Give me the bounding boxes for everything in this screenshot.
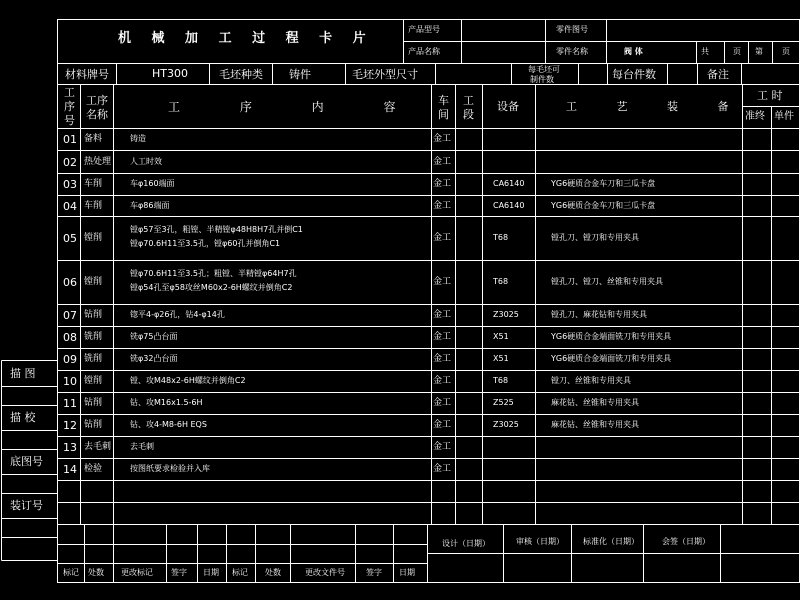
review-label: 审核（日期） xyxy=(516,537,564,546)
op-name: 铣削 xyxy=(84,354,103,364)
op-no: 04 xyxy=(63,200,77,213)
sign-label-2: 签字 xyxy=(366,568,382,577)
op-no: 02 xyxy=(63,156,77,169)
op-content-line1: 镗φ57至3孔，粗镗、半精镗φ48H8H7孔并倒C1 xyxy=(130,225,303,234)
binding-no-label: 装订号 xyxy=(10,499,43,512)
standardize-label: 标准化（日期） xyxy=(583,537,639,546)
col-op-name-1: 工序 xyxy=(86,94,108,107)
col-workshop-2: 间 xyxy=(438,108,449,121)
op-content: 钻、攻4-M8-6H EQS xyxy=(130,420,207,429)
op-no: 06 xyxy=(63,276,77,289)
op-name: 热处理 xyxy=(84,157,112,167)
traced-label: 描 图 xyxy=(10,367,36,380)
col-section-1: 工 xyxy=(463,94,474,107)
op-equipment: Z3025 xyxy=(493,420,519,429)
op-content: 车φ160端面 xyxy=(130,179,175,188)
op-name: 钻削 xyxy=(84,398,103,408)
blanks-per-label-2: 制件数 xyxy=(530,75,554,84)
op-no: 12 xyxy=(63,419,77,432)
op-workshop: 金工 xyxy=(433,157,452,167)
op-no: 05 xyxy=(63,232,77,245)
card-title: 机 械 加 工 过 程 卡 片 xyxy=(118,31,374,46)
col-seq-no-2: 序 xyxy=(64,100,75,113)
op-no: 07 xyxy=(63,309,77,322)
col-seq-no-1: 工 xyxy=(64,86,75,99)
op-name: 镗削 xyxy=(84,233,103,243)
op-name: 备料 xyxy=(84,134,103,144)
part-name-value: 阀 体 xyxy=(624,47,643,56)
col-seq-no-3: 号 xyxy=(64,114,75,127)
date-label-2: 日期 xyxy=(399,568,415,577)
op-tooling: 镗刀、丝锥和专用夹具 xyxy=(551,376,631,385)
col-op-name-2: 名称 xyxy=(86,108,108,121)
blanks-per-label-1: 每毛坯可 xyxy=(528,65,560,74)
op-content: 人工时效 xyxy=(130,157,162,166)
op-content: 车φ86端面 xyxy=(130,201,170,210)
op-tooling: YG6硬质合金端面铣刀和专用夹具 xyxy=(551,354,672,363)
op-name: 车削 xyxy=(84,201,103,211)
col-unit-time: 单件 xyxy=(774,111,794,122)
op-name: 镗削 xyxy=(84,277,103,287)
op-workshop: 金工 xyxy=(433,354,452,364)
op-name: 去毛刺 xyxy=(84,442,112,452)
base-drawing-no-label: 底图号 xyxy=(10,455,43,468)
op-tooling: YG6硬质合金车刀和三瓜卡盘 xyxy=(551,201,656,210)
op-equipment: CA6140 xyxy=(493,201,525,210)
notes-label: 备注 xyxy=(707,68,729,81)
col-equipment: 设备 xyxy=(497,100,519,113)
op-workshop: 金工 xyxy=(433,134,452,144)
material-grade-value: HT300 xyxy=(152,67,188,80)
op-equipment: T68 xyxy=(493,376,509,385)
count-label-2: 处数 xyxy=(265,568,281,577)
op-tooling: YG6硬质合金端面铣刀和专用夹具 xyxy=(551,332,672,341)
part-name-label: 零件名称 xyxy=(556,47,588,56)
op-content: 铸造 xyxy=(130,134,146,143)
op-workshop: 金工 xyxy=(433,201,452,211)
op-content: 按图纸要求检验并入库 xyxy=(130,464,210,473)
page-unit-2: 页 xyxy=(782,47,790,56)
op-name: 镗削 xyxy=(84,376,103,386)
col-hours: 工 时 xyxy=(757,89,783,102)
blank-type-value: 铸件 xyxy=(289,68,311,81)
op-no: 11 xyxy=(63,397,77,410)
op-content: 去毛刺 xyxy=(130,442,154,451)
op-tooling: 麻花钻、丝锥和专用夹具 xyxy=(551,398,639,407)
op-content: 镗、攻M48x2-6H螺纹并倒角C2 xyxy=(130,376,246,385)
col-tooling: 工 艺 装 备 xyxy=(566,100,747,113)
blank-type-label: 毛坯种类 xyxy=(219,68,263,81)
op-equipment: X51 xyxy=(493,354,509,363)
product-model-label: 产品型号 xyxy=(408,25,440,34)
blank-dimensions-label: 毛坯外型尺寸 xyxy=(352,68,418,81)
change-doc-no-label-2: 更改文件号 xyxy=(305,568,345,577)
material-grade-label: 材料牌号 xyxy=(65,68,109,81)
op-content: 铣φ32凸台面 xyxy=(130,354,178,363)
page-label: 第 xyxy=(755,47,763,56)
col-setup-time: 准终 xyxy=(745,111,765,122)
op-tooling: YG6硬质合金车刀和三瓜卡盘 xyxy=(551,179,656,188)
op-equipment: Z525 xyxy=(493,398,514,407)
op-workshop: 金工 xyxy=(433,464,452,474)
op-tooling: 镗孔刀、镗刀、丝锥和专用夹具 xyxy=(551,277,663,286)
op-workshop: 金工 xyxy=(433,179,452,189)
col-workshop-1: 车 xyxy=(438,94,449,107)
op-workshop: 金工 xyxy=(433,233,452,243)
op-equipment: Z3025 xyxy=(493,310,519,319)
op-no: 03 xyxy=(63,178,77,191)
mark-label-1: 标记 xyxy=(63,568,79,577)
op-equipment: CA6140 xyxy=(493,179,525,188)
op-content: 铣φ75凸台面 xyxy=(130,332,178,341)
col-section-2: 段 xyxy=(463,108,474,121)
op-content-line2: 镗φ54孔至φ58攻丝M60x2-6H螺纹并倒角C2 xyxy=(130,283,293,292)
op-tooling: 镗孔刀、镗刀和专用夹具 xyxy=(551,233,639,242)
op-no: 10 xyxy=(63,375,77,388)
op-name: 检验 xyxy=(84,464,103,474)
op-workshop: 金工 xyxy=(433,277,452,287)
total-pages-label: 共 xyxy=(701,47,709,56)
op-workshop: 金工 xyxy=(433,420,452,430)
op-workshop: 金工 xyxy=(433,442,452,452)
mark-label-2: 标记 xyxy=(232,568,248,577)
op-content: 锪平4-φ26孔，钻4-φ14孔 xyxy=(130,310,225,319)
op-name: 钻削 xyxy=(84,420,103,430)
product-name-label: 产品名称 xyxy=(408,47,440,56)
op-name: 铣削 xyxy=(84,332,103,342)
op-no: 09 xyxy=(63,353,77,366)
op-content: 钻、攻M16x1.5-6H xyxy=(130,398,203,407)
op-workshop: 金工 xyxy=(433,398,452,408)
countersign-label: 会签（日期） xyxy=(662,537,710,546)
op-name: 车削 xyxy=(84,179,103,189)
op-workshop: 金工 xyxy=(433,310,452,320)
op-name: 钻削 xyxy=(84,310,103,320)
col-op-content: 工 序 内 容 xyxy=(168,100,424,114)
op-no: 14 xyxy=(63,463,77,476)
part-drawing-no-label: 零件图号 xyxy=(556,25,588,34)
sign-label-1: 签字 xyxy=(171,568,187,577)
op-no: 01 xyxy=(63,133,77,146)
op-equipment: T68 xyxy=(493,233,509,242)
op-no: 13 xyxy=(63,441,77,454)
op-workshop: 金工 xyxy=(433,332,452,342)
op-content-line2: 镗φ70.6H11至3.5孔，镗φ60孔并倒角C1 xyxy=(130,239,281,248)
change-doc-no-label-1: 更改标记 xyxy=(121,568,153,577)
page-unit-1: 页 xyxy=(733,47,741,56)
op-equipment: X51 xyxy=(493,332,509,341)
op-tooling: 镗孔刀、麻花钻和专用夹具 xyxy=(551,310,647,319)
pieces-per-unit-label: 每台件数 xyxy=(612,68,656,81)
count-label-1: 处数 xyxy=(88,568,104,577)
date-label-1: 日期 xyxy=(203,568,219,577)
op-content-line1: 镗φ70.6H11至3.5孔；粗镗、半精镗φ64H7孔 xyxy=(130,269,297,278)
op-no: 08 xyxy=(63,331,77,344)
checked-label: 描 校 xyxy=(10,411,36,424)
op-workshop: 金工 xyxy=(433,376,452,386)
op-tooling: 麻花钻、丝锥和专用夹具 xyxy=(551,420,639,429)
design-label: 设计（日期） xyxy=(442,539,490,548)
op-equipment: T68 xyxy=(493,277,509,286)
